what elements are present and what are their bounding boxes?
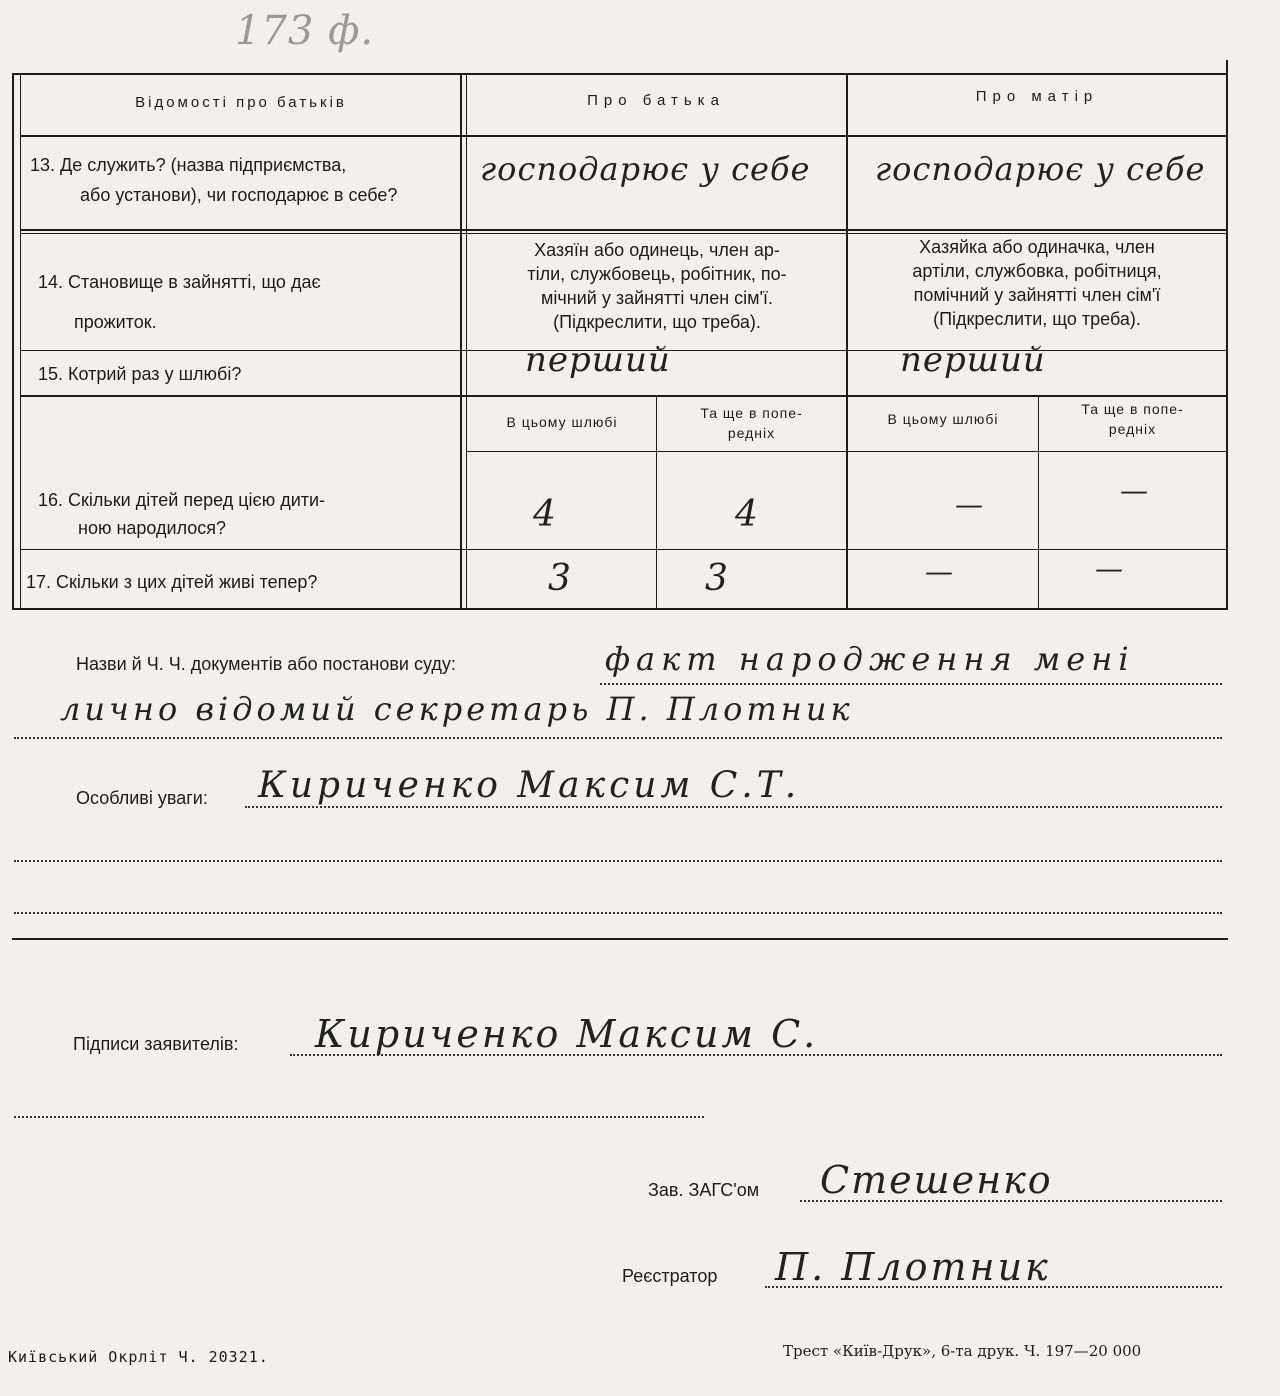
row15-father-answer: перший	[525, 340, 671, 380]
subheader-father-previous: Та ще в попе- редніх	[700, 405, 803, 441]
registrar-label: Реєстратор	[622, 1266, 718, 1286]
row17-question: 17. Скільки з цих дітей живі тепер?	[26, 572, 318, 592]
row14-mother-options: Хазяйка або одиначка, член артіли, службовка, робітниця, помічний у зайнятті член сім'ї (Підкреслити, що треба).	[912, 237, 1162, 329]
row16-mother-current: —	[955, 488, 984, 521]
documents-value-line2: лично відомий секретарь П. Плотник	[60, 690, 854, 728]
footer-left: Київський Окрліт Ч. 20321.	[8, 1348, 269, 1366]
applicants-label: Підписи заявителів:	[73, 1034, 239, 1054]
row13-mother-answer: господарює у себе	[875, 150, 1206, 188]
row17-mother-previous: —	[1095, 552, 1124, 585]
row15-mother-answer: перший	[900, 340, 1046, 380]
subheader-father-current: В цьому шлюбі	[506, 414, 618, 430]
row17-father-current: 3	[548, 558, 572, 599]
row15-question: 15. Котрий раз у шлюбі?	[38, 364, 242, 384]
registrar-signature: П. Плотник	[775, 1245, 1051, 1289]
header-father: Про батька	[587, 92, 725, 109]
row17-father-previous: 3	[705, 558, 729, 599]
remarks-value: Кириченко Максим С.Т.	[258, 765, 801, 806]
head-zags-label: Зав. ЗАГС'ом	[648, 1180, 760, 1200]
remarks-label: Особливі уваги:	[76, 788, 208, 808]
row13-father-answer: господарює у себе	[480, 150, 811, 188]
documents-value-line1: факт народження мені	[605, 640, 1135, 678]
subheader-mother-previous: Та ще в попе- редніх	[1081, 401, 1184, 437]
subheader-mother-current: В цьому шлюбі	[887, 411, 999, 427]
header-mother: Про матір	[975, 88, 1099, 105]
applicants-signature: Кириченко Максим С.	[315, 1012, 819, 1056]
row16-father-current: 4	[533, 494, 557, 535]
row16-father-previous: 4	[735, 494, 759, 535]
row14-question: 14. Становище в зайнятті, що дає прожиток.	[38, 272, 321, 332]
footer-right: Трест «Київ-Друк», 6-та друк. Ч. 197—20 000	[783, 1342, 1142, 1360]
row16-question: 16. Скільки дітей перед цією дити- ною народилося?	[38, 490, 326, 538]
row17-mother-current: —	[925, 555, 954, 588]
row14-father-options: Хазяїн або одинець, член ар- тіли, службовець, робітник, по- мічний у зайнятті член сім'ї. (Підкреслити, що треба).	[527, 240, 787, 332]
row16-mother-previous: —	[1120, 474, 1149, 507]
row13-question: 13. Де служить? (назва підприємства, або установи), чи господарює в себе?	[30, 155, 398, 205]
header-parents-info: Відомості про батьків	[135, 94, 347, 111]
top-note: 173 ф.	[235, 8, 375, 54]
documents-label: Назви й Ч. Ч. документів або постанови суду:	[76, 654, 456, 674]
head-zags-signature: Стешенко	[820, 1158, 1053, 1202]
